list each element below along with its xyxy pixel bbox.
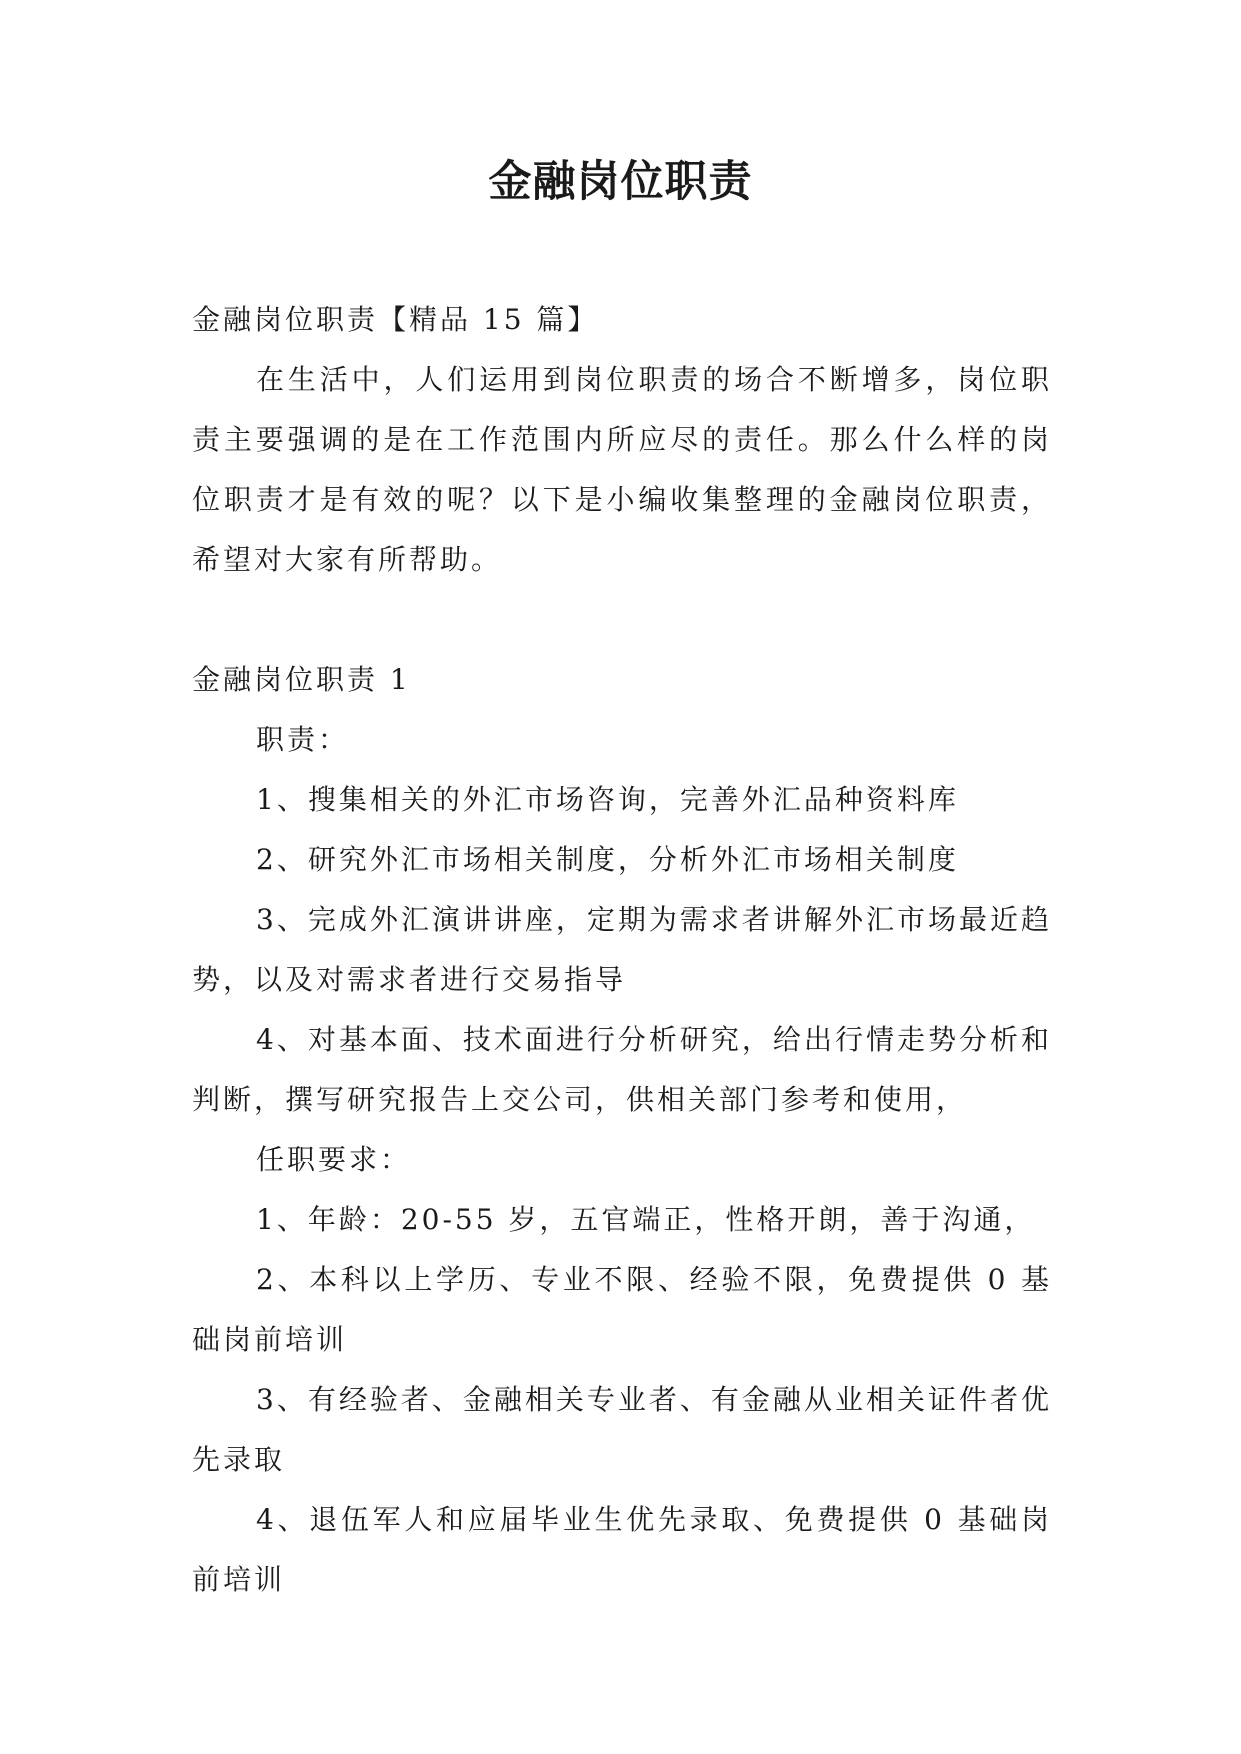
document-body [192, 290, 1052, 1610]
duty-item-1: 1、搜集相关的外汇市场咨询，完善外汇品种资料库 [256, 783, 959, 816]
requirement-item-4: 4、退伍军人和应届毕业生优先录取、免费提供 0 基础岗前培训 [192, 1503, 1052, 1596]
requirements-label: 任职要求： [256, 1143, 412, 1176]
duty-item-4: 4、对基本面、技术面进行分析研究，给出行情走势分析和判断，撰写研究报告上交公司，供相关部门参考和使用， [192, 1023, 1052, 1116]
document-title: 金融岗位职责 [488, 157, 753, 207]
duty-item-3: 3、完成外汇演讲讲座，定期为需求者讲解外汇市场最近趋势，以及对需求者进行交易指导 [192, 903, 1052, 996]
requirement-item-3: 3、有经验者、金融相关专业者、有金融从业相关证件者优先录取 [192, 1383, 1052, 1476]
duty-item-2: 2、研究外汇市场相关制度，分析外汇市场相关制度 [256, 843, 959, 876]
intro-paragraph: 在生活中，人们运用到岗位职责的场合不断增多，岗位职责主要强调的是在工作范围内所应尽的责任。那么什么样的岗位职责才是有效的呢？以下是小编收集整理的金融岗位职责，希望对大家有所帮助。 [192, 363, 1052, 576]
document-subtitle: 金融岗位职责【精品 15 篇】 [192, 303, 599, 336]
requirement-item-1: 1、年龄：20-55 岁，五官端正，性格开朗，善于沟通， [256, 1203, 1036, 1236]
section-spacer [192, 590, 1052, 650]
section-heading: 金融岗位职责 1 [192, 663, 411, 696]
requirement-item-2: 2、本科以上学历、专业不限、经验不限，免费提供 0 基础岗前培训 [192, 1263, 1052, 1356]
duties-label: 职责： [256, 723, 350, 756]
